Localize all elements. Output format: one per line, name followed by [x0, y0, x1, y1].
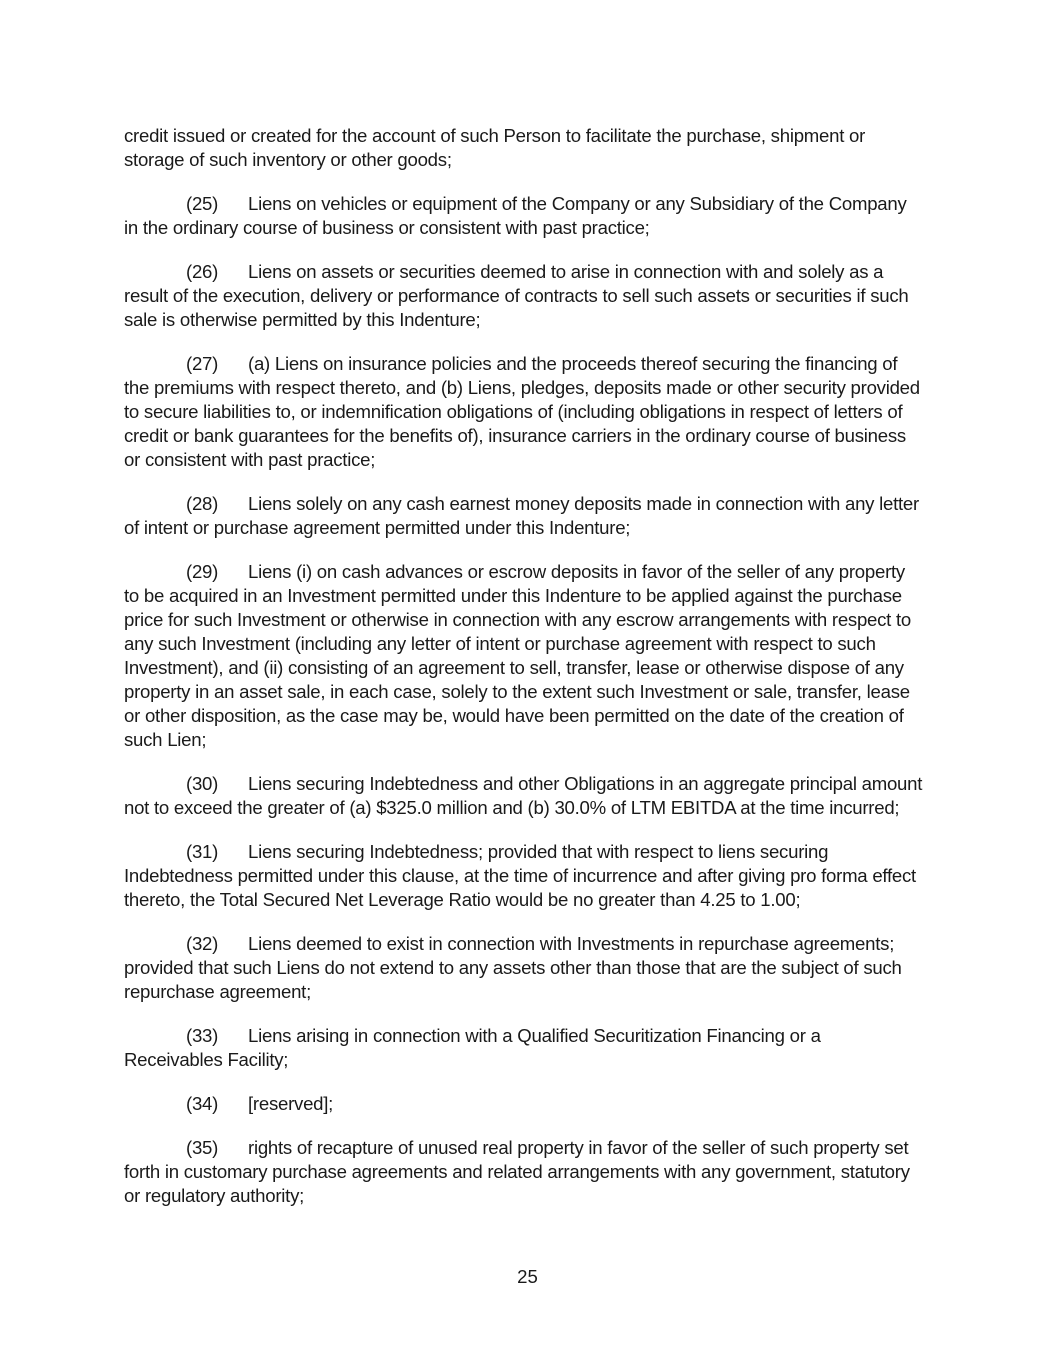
clause-31 [124, 840, 924, 912]
clause-number: (33) [186, 1025, 219, 1046]
clause-32 [124, 932, 924, 1004]
clause-number: (26) [186, 261, 219, 282]
clause-number: (34) [186, 1093, 219, 1114]
page-number: 25 [517, 1266, 538, 1287]
clause-27 [124, 352, 924, 472]
clause-number: (32) [186, 933, 219, 954]
document-body [124, 124, 924, 1228]
clause-number: (27) [186, 353, 219, 374]
clause-text: Liens arising in connection with a Qualified Securitization Financing or a Receivables Facility; [124, 1025, 821, 1070]
clause-text: Liens solely on any cash earnest money deposits made in connection with any letter of intent or purchase agreement permitted under this Indenture; [124, 493, 919, 538]
clause-28 [124, 492, 924, 540]
lead-paragraph: credit issued or created for the account of such Person to facilitate the purchase, shipment or storage of such inventory or other goods; [124, 125, 866, 170]
clause-number: (31) [186, 841, 219, 862]
clause-33 [124, 1024, 924, 1072]
clause-text: (a) Liens on insurance policies and the proceeds thereof securing the financing of the premiums with respect thereto, and (b) Liens, pledges, deposits made or other security provided to secure liabilities to, or indemnification obligations of (including obligations in respect of letters of credit or bank guarantees for the benefits of), insurance carriers in the ordinary course of business or consistent with past practice; [124, 353, 920, 470]
clause-34 [124, 1092, 924, 1116]
clause-number: (25) [186, 193, 219, 214]
clause-number: (30) [186, 773, 219, 794]
clause-number: (35) [186, 1137, 219, 1158]
clause-text: Liens on vehicles or equipment of the Company or any Subsidiary of the Company in the ordinary course of business or consistent with past practice; [124, 193, 907, 238]
clause-29 [124, 560, 924, 752]
clause-30 [124, 772, 924, 820]
clause-26 [124, 260, 924, 332]
clause-text: Liens securing Indebtedness; provided that with respect to liens securing Indebtedness permitted under this clause, at the time of incurrence and after giving pro forma effect thereto, the Total Secured Net Leverage Ratio would be no greater than 4.25 to 1.00; [124, 841, 916, 910]
clause-35 [124, 1136, 924, 1208]
clause-text: [reserved]; [248, 1093, 334, 1114]
clause-text: rights of recapture of unused real property in favor of the seller of such property set forth in customary purchase agreements and related arrangements with any government, statutory or regulatory authority; [124, 1137, 910, 1206]
clause-number: (29) [186, 561, 219, 582]
clause-text: Liens (i) on cash advances or escrow deposits in favor of the seller of any property to be acquired in an Investment permitted under this Indenture to be applied against the purchase price for such Investment or otherwise in connection with any escrow arrangements with respect to any such Investment (including any letter of intent or purchase agreement with respect to such Investment), and (ii) consisting of an agreement to sell, transfer, lease or otherwise dispose of any property in an asset sale, in each case, solely to the extent such Investment or sale, transfer, lease or other disposition, as the case may be, would have been permitted on the date of the creation of such Lien; [124, 561, 912, 750]
clause-text: Liens deemed to exist in connection with Investments in repurchase agreements; provided that such Liens do not extend to any assets other than those that are the subject of such repurchase agreement; [124, 933, 902, 1002]
clause-text: Liens securing Indebtedness and other Obligations in an aggregate principal amount not to exceed the greater of (a) $325.0 million and (b) 30.0% of LTM EBITDA at the time incurred; [124, 773, 923, 818]
clause-text: Liens on assets or securities deemed to arise in connection with and solely as a result of the execution, delivery or performance of contracts to sell such assets or securities if such sale is otherwise permitted by this Indenture; [124, 261, 909, 330]
clause-25 [124, 192, 924, 240]
clause-number: (28) [186, 493, 219, 514]
